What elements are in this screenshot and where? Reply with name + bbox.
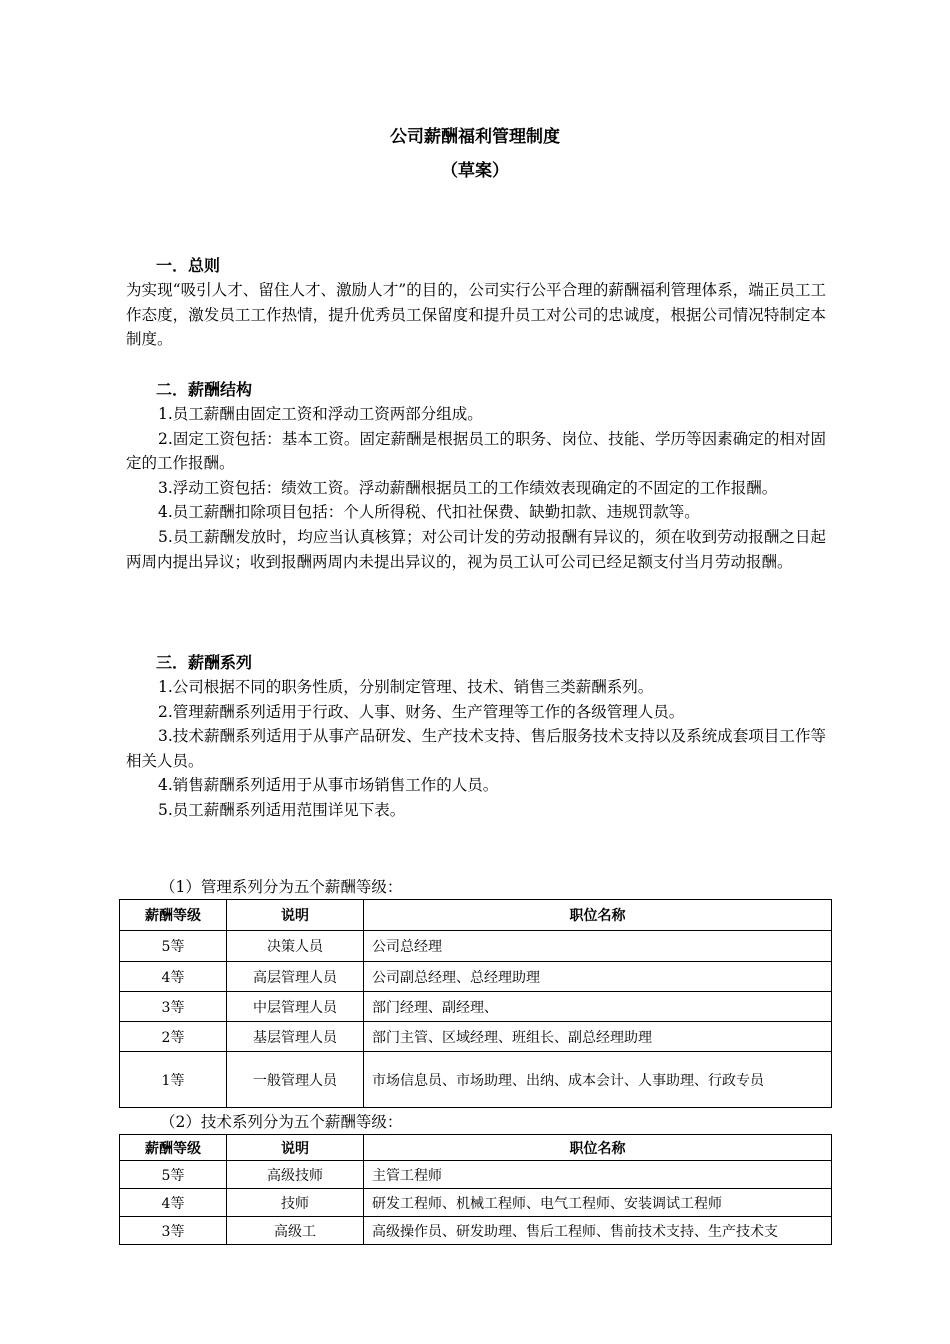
cell-description: 高级技师 [227, 1161, 364, 1189]
section-heading: 二．薪酬结构 [156, 380, 253, 399]
header-grade: 薪酬等级 [120, 1135, 227, 1161]
cell-grade: 1等 [120, 1052, 227, 1108]
paragraph: 4.销售薪酬系列适用于从事市场销售工作的人员。 [158, 776, 499, 795]
cell-description: 基层管理人员 [227, 1022, 364, 1052]
cell-grade: 3等 [120, 992, 227, 1022]
section-general [126, 254, 826, 352]
paragraph: 5.员工薪酬系列适用范围详见下表。 [158, 800, 406, 819]
table-row [120, 1217, 832, 1245]
cell-position: 研发工程师、机械工程师、电气工程师、安装调试工程师 [364, 1189, 832, 1217]
cell-position: 公司副总经理、总经理助理 [364, 962, 832, 992]
cell-description: 决策人员 [227, 931, 364, 962]
cell-position: 部门经理、副经理、 [364, 992, 832, 1022]
paragraph: 1.公司根据不同的职务性质，分别制定管理、技术、销售三类薪酬系列。 [158, 678, 654, 696]
header-description: 说明 [227, 900, 364, 931]
cell-position: 市场信息员、市场助理、出纳、成本会计、人事助理、行政专员 [364, 1052, 832, 1108]
header-description: 说明 [227, 1135, 364, 1161]
section-salary-series [126, 651, 826, 823]
section-heading: 三．薪酬系列 [156, 653, 253, 672]
table-caption-technical: （2）技术系列分为五个薪酬等级： [160, 1113, 403, 1131]
cell-position: 公司总经理 [364, 931, 832, 962]
cell-grade: 3等 [120, 1217, 227, 1245]
paragraph: 2.固定工资包括：基本工资。固定薪酬是根据员工的职务、岗位、技能、学历等因素确定的相对固定的工作报酬。 [126, 429, 826, 473]
section-heading: 一．总则 [156, 256, 221, 275]
paragraph: 2.管理薪酬系列适用于行政、人事、财务、生产管理等工作的各级管理人员。 [158, 702, 685, 721]
table-row [120, 931, 832, 962]
document-subtitle: （草案） [441, 161, 509, 181]
header-position: 职位名称 [364, 1135, 832, 1161]
header-grade: 薪酬等级 [120, 900, 227, 931]
cell-grade: 5等 [120, 1161, 227, 1189]
cell-grade: 4等 [120, 1189, 227, 1217]
cell-grade: 5等 [120, 931, 227, 962]
table-header-row [120, 900, 832, 931]
table-row [120, 1052, 832, 1108]
cell-description: 高层管理人员 [227, 962, 364, 992]
paragraph: 4.员工薪酬扣除项目包括：个人所得税、代扣社保费、缺勤扣款、违规罚款等。 [158, 503, 700, 522]
cell-description: 一般管理人员 [227, 1052, 364, 1108]
table-row [120, 1161, 832, 1189]
paragraph: 5.员工薪酬发放时，均应当认真核算；对公司计发的劳动报酬有异议的，须在收到劳动报酬之日起两周内提出异议；收到报酬两周内未提出异议的，视为员工认可公司已经足额支付当月劳动报酬。 [126, 527, 826, 571]
header-position: 职位名称 [364, 900, 832, 931]
paragraph: 3.技术薪酬系列适用于从事产品研发、生产技术支持、售后服务技术支持以及系统成套项目工作等相关人员。 [126, 727, 826, 770]
table-row [120, 1189, 832, 1217]
management-grade-table [119, 899, 832, 1108]
cell-position: 部门主管、区域经理、班组长、副总经理助理 [364, 1022, 832, 1052]
table-row [120, 992, 832, 1022]
table-row [120, 962, 832, 992]
section-salary-structure [126, 378, 826, 574]
cell-description: 高级工 [227, 1217, 364, 1245]
table-header-row [120, 1135, 832, 1161]
cell-grade: 4等 [120, 962, 227, 992]
cell-position: 高级操作员、研发助理、售后工程师、售前技术支持、生产技术支 [364, 1217, 832, 1245]
cell-position: 主管工程师 [364, 1161, 832, 1189]
paragraph: 3.浮动工资包括：绩效工资。浮动薪酬根据员工的工作绩效表现确定的不固定的工作报酬。 [158, 478, 778, 497]
table-row [120, 1022, 832, 1052]
document-title: 公司薪酬福利管理制度 [390, 127, 560, 147]
cell-grade: 2等 [120, 1022, 227, 1052]
cell-description: 技师 [227, 1189, 364, 1217]
paragraph: 为实现“吸引人才、留住人才、激励人才”的目的，公司实行公平合理的薪酬福利管理体系，端正员工工作态度，激发员工工作热情，提升优秀员工保留度和提升员工对公司的忠诚度，根据公司情况特制定本制度。 [126, 281, 826, 349]
table-caption-management: （1）管理系列分为五个薪酬等级： [160, 878, 403, 896]
cell-description: 中层管理人员 [227, 992, 364, 1022]
paragraph: 1.员工薪酬由固定工资和浮动工资两部分组成。 [158, 405, 483, 423]
technical-grade-table [119, 1134, 832, 1245]
